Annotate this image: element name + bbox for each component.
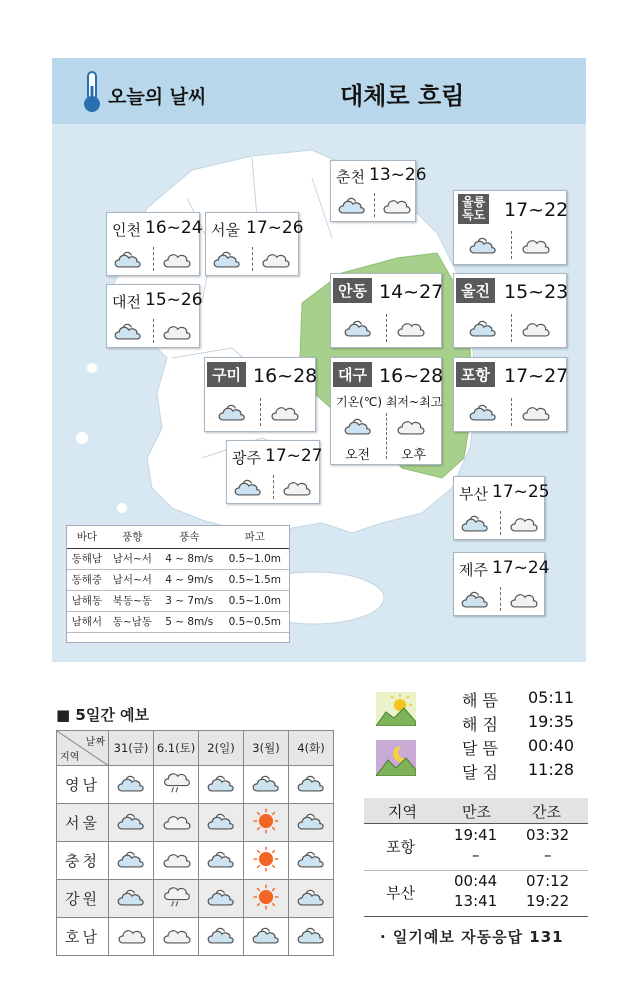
partly-cloudy-icon [296,931,326,950]
weather-summary: 대체로 흐림 [340,82,465,110]
legend-am-label: 오전 [345,448,371,463]
partly-cloudy-icon [468,235,498,259]
city-temp: 17~27 [504,365,569,387]
legend-temp-label: 기온(℃) 최저~최고 [336,395,443,409]
sunset-label: 해 짐 [462,715,498,734]
partly-cloudy-icon [460,589,490,613]
header-cell: 파고 [221,526,289,548]
moonrise-label: 달 뜸 [462,739,498,758]
forecast-cell [109,880,154,918]
page-title: 오늘의 날씨 [108,86,207,108]
partly-cloudy-icon [206,893,236,912]
region-name: 강원 [57,880,109,918]
forecast-cell [109,918,154,956]
cloud-icon [395,318,425,342]
partly-cloudy-icon [113,321,143,345]
partly-cloudy-icon [337,195,367,219]
forecast-cell [199,918,244,956]
city-temp: 17~22 [504,199,569,221]
city-temp: 17~25 [492,482,550,502]
rain-cloud-icon [161,779,191,798]
sun-icon [251,857,281,876]
tide-low: 07:12 [526,872,570,890]
forecast-cell [289,842,334,880]
cloud-icon [508,513,538,537]
tide-region: 포항 [386,838,415,856]
cell: 0.5~0.5m [221,611,289,632]
cell: 4 ~ 8m/s [158,548,221,569]
header-cell: 풍속 [158,526,221,548]
city-temp: 15~23 [504,281,569,303]
forecast-cell [289,880,334,918]
sunset-time: 19:35 [528,712,575,731]
city-temp: 17~24 [492,558,550,578]
cloud-icon [520,235,550,259]
city-box-pohang [453,357,567,432]
city-temp: 16~24 [145,218,203,238]
cloud-icon [395,416,425,440]
divider [252,247,253,271]
forecast-table [56,730,334,956]
tide-high: 13:41 [454,892,498,910]
cell: 남서~서 [107,548,158,569]
partly-cloudy-icon [233,477,263,501]
city-name: 인천 [112,221,141,239]
partly-cloudy-icon [116,893,146,912]
city-name: 대전 [112,293,141,311]
cloud-icon [508,589,538,613]
tide-high: – [472,846,480,864]
forecast-cell [289,766,334,804]
forecast-cell [244,918,289,956]
forecast-cell [199,766,244,804]
forecast-cell [289,918,334,956]
region-name: 호남 [57,918,109,956]
divider [364,870,588,871]
cell: 동해남 [67,548,107,569]
partly-cloudy-icon [206,779,236,798]
city-name: 울릉 독도 [462,195,486,222]
cell: 남서~서 [107,569,158,590]
forecast-row [57,880,334,918]
cloud-icon [161,249,191,273]
sea-conditions-table [66,525,290,643]
divider [511,314,512,342]
forecast-cell [289,804,334,842]
cell: 남해서 [67,611,107,632]
forecast-cell [244,766,289,804]
divider [364,823,588,824]
day-header: 2(일) [199,731,244,766]
forecast-cell [109,842,154,880]
city-box-daejeon [106,284,203,348]
partly-cloudy-icon [251,931,281,950]
day-header: 6.1(토) [154,731,199,766]
cloud-icon [381,195,411,219]
divider [260,398,261,426]
city-name: 안동 [333,278,372,303]
forecast-cell [154,918,199,956]
forecast-cell [109,804,154,842]
city-box-jeju [453,552,550,616]
forecast-header-row [57,731,334,766]
partly-cloudy-icon [468,402,498,426]
sunrise-time: 05:11 [528,688,575,707]
cell: 동해중 [67,569,107,590]
sun-icon [251,895,281,914]
day-header: 31(금) [109,731,154,766]
cloud-icon [520,318,550,342]
city-box-seoul [205,212,304,276]
header-cell: 바다 [67,526,107,548]
city-box-incheon [106,212,203,276]
forecast-cell [154,766,199,804]
partly-cloudy-icon [296,817,326,836]
partly-cloudy-icon [296,779,326,798]
forecast-cell [244,804,289,842]
cloud-icon [161,321,191,345]
cell: 동~남동 [107,611,158,632]
partly-cloudy-icon [116,817,146,836]
moonset-label: 달 짐 [462,763,498,782]
city-box-andong [330,273,442,348]
table-row [67,548,289,569]
city-name: 광주 [232,449,261,467]
city-box-uljin [453,273,567,348]
city-temp: 17~27 [265,446,323,466]
table-row [67,611,289,632]
sunrise-icon [376,692,416,726]
divider [153,319,154,343]
city-name: 대구 [333,362,372,387]
partly-cloudy-icon [251,779,281,798]
tide-low: 19:22 [526,892,570,910]
city-temp: 13~26 [369,165,427,185]
city-box-busan [453,476,550,540]
forecast-row [57,804,334,842]
partly-cloudy-icon [296,893,326,912]
forecast-cell [199,842,244,880]
divider [153,247,154,271]
corner-cell [57,731,109,766]
forecast-cell [244,880,289,918]
partly-cloudy-icon [212,249,242,273]
divider [364,916,588,917]
legend-pm-label: 오후 [401,448,427,463]
city-name: 울진 [456,278,495,303]
cell: 3 ~ 7m/s [158,590,221,611]
partly-cloudy-icon [296,855,326,874]
city-temp: 15~26 [145,290,203,310]
header-cell: 풍향 [107,526,158,548]
divider [386,314,387,342]
tide-low: 03:32 [526,826,570,844]
cloud-icon [116,931,146,950]
forecast-cell [154,880,199,918]
divider [273,475,274,499]
city-box-chuncheon [330,160,427,222]
cloud-icon [520,402,550,426]
forecast-title: ■ 5일간 예보 [56,706,150,724]
divider [511,231,512,259]
partly-cloudy-icon [116,779,146,798]
divider [500,587,501,611]
forecast-cell [199,804,244,842]
region-name: 영남 [57,766,109,804]
sun-icon [251,819,281,838]
rain-cloud-icon [161,893,191,912]
cloud-icon [161,817,191,836]
tide-high: 00:44 [454,872,498,890]
moonrise-time: 00:40 [528,736,575,755]
cloud-icon [260,249,290,273]
city-box-gumi [204,357,316,432]
tide-header-region: 지역 [388,803,417,821]
partly-cloudy-icon [206,931,236,950]
cell: 0.5~1.5m [221,569,289,590]
city-temp: 16~28 [253,365,318,387]
city-temp: 17~26 [246,218,304,238]
city-temp: 14~27 [379,281,444,303]
cloud-icon [161,931,191,950]
partly-cloudy-icon [206,855,236,874]
divider [511,398,512,426]
forecast-cell [244,842,289,880]
cell: 4 ~ 9m/s [158,569,221,590]
city-name-tag [458,194,489,224]
table-row [67,590,289,611]
cell: 북동~동 [107,590,158,611]
cloud-icon [161,855,191,874]
cell: 5 ~ 8m/s [158,611,221,632]
city-box-gwangju [226,440,323,504]
moonset-time: 11:28 [528,760,575,779]
partly-cloudy-icon [206,817,236,836]
forecast-row [57,918,334,956]
corner-date: 날짜 [85,737,105,748]
partly-cloudy-icon [343,416,373,440]
cloud-icon [281,477,311,501]
city-name: 부산 [459,485,488,503]
divider [500,511,501,535]
moon-icon [376,740,416,776]
forecast-cell [109,766,154,804]
sunrise-label: 해 뜸 [462,691,498,710]
tide-region: 부산 [386,884,415,902]
divider [386,413,387,459]
table-row [67,569,289,590]
city-box-ulleung [453,190,567,265]
region-name: 충청 [57,842,109,880]
corner-region: 지역 [60,752,80,763]
phone-service-note: · 일기예보 자동응답 131 [380,928,564,946]
divider [374,193,375,217]
region-name: 서울 [57,804,109,842]
cloud-icon [269,402,299,426]
partly-cloudy-icon [113,249,143,273]
forecast-cell [199,880,244,918]
cell: 0.5~1.0m [221,590,289,611]
forecast-cell [154,804,199,842]
forecast-cell [154,842,199,880]
partly-cloudy-icon [343,318,373,342]
city-box-daegu [330,357,442,465]
city-temp: 16~28 [379,365,444,387]
tide-low: – [544,846,552,864]
city-name: 포항 [456,362,495,387]
partly-cloudy-icon [468,318,498,342]
city-name: 제주 [459,561,488,579]
partly-cloudy-icon [460,513,490,537]
city-name: 구미 [207,362,246,387]
day-header: 3(월) [244,731,289,766]
cell: 0.5~1.0m [221,548,289,569]
forecast-row [57,766,334,804]
city-name: 서울 [211,221,240,239]
forecast-row [57,842,334,880]
tide-header-high: 만조 [462,803,491,821]
day-header: 4(화) [289,731,334,766]
tide-header-low: 간조 [532,803,561,821]
city-name: 춘천 [336,168,365,186]
partly-cloudy-icon [217,402,247,426]
cell: 남해동 [67,590,107,611]
tide-high: 19:41 [454,826,498,844]
table-header-row [67,526,289,548]
partly-cloudy-icon [116,855,146,874]
